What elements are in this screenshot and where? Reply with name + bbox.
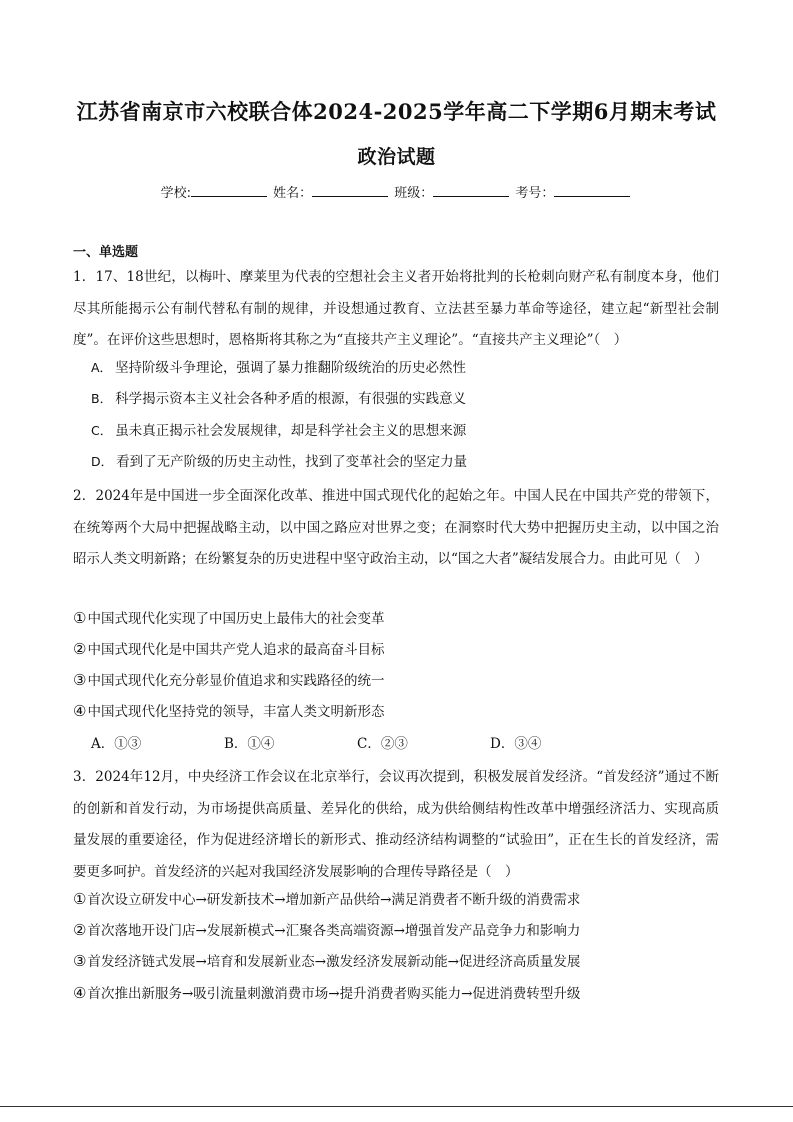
section-heading: 一、单选题	[73, 245, 139, 260]
student-info-line	[0, 182, 793, 201]
option-text: 坚持阶级斗争理论，强调了暴力推翻阶级统治的历史必然性	[115, 360, 467, 376]
page-subtitle: 政治试题	[357, 146, 436, 168]
q2-choice-d[interactable]: D．③④	[490, 736, 542, 752]
statement-mark: ①	[73, 890, 87, 908]
school-label: 学校:	[160, 186, 191, 201]
class-field[interactable]	[433, 184, 509, 197]
q3-statement-1	[73, 889, 580, 910]
option-text: 虽未真正揭示社会发展规律，却是科学社会主义的思想来源	[115, 423, 467, 439]
statement-text: 首次落地开设门店→发展新模式→汇聚各类高端资源→增强首发产品竞争力和影响力	[87, 923, 581, 939]
statement-mark: ④	[73, 702, 87, 720]
question-1-stem: 1．17、18世纪，以梅叶、摩莱里为代表的空想社会主义者开始将批判的长枪刺向财产私有制度本身，他们尽其所能揭示公有制代替私有制的规律，并设想通过教育、立法甚至暴力革命等途径，建立起“新型社会制度”。在评价这些思想时，恩格斯将其称之为“直接共产主义理论”。“直接共产主义理论”（ ）	[73, 269, 719, 348]
statement-mark: ③	[73, 952, 87, 970]
option-letter: A．	[91, 360, 113, 375]
statement-text: 中国式现代化实现了中国历史上最伟大的社会变革	[87, 611, 385, 627]
q2-choice-a[interactable]: A．①③	[91, 736, 142, 752]
q1-option-b[interactable]	[91, 389, 466, 409]
statement-text: 首发经济链式发展→培育和发展新业态→激发经济发展新动能→促进经济高质量发展	[87, 954, 581, 970]
q3-statement-2	[73, 920, 580, 941]
option-text: 看到了无产阶级的历史主动性，找到了变革社会的坚定力量	[116, 454, 468, 470]
q1-option-a[interactable]	[91, 358, 466, 378]
option-text: 科学揭示资本主义社会各种矛盾的根源，有很强的实践意义	[115, 391, 467, 407]
question-2-stem: 2．2024年是中国进一步全面深化改革、推进中国式现代化的起始之年。中国人民在中国共产党的带领下，在统筹两个大局中把握战略主动，以中国之路应对世界之变；在洞察时代大势中把握历史主动，以中国之治昭示人类文明新路；在纷繁复杂的历史进程中坚守政治主动，以“国之大者”凝结发展合力。由此可见（ ）	[73, 488, 719, 567]
statement-text: 中国式现代化是中国共产党人追求的最高奋斗目标	[87, 642, 385, 658]
page-footer-divider	[0, 1106, 793, 1107]
page-title: 江苏省南京市六校联合体2024-2025学年高二下学期6月期末考试	[76, 99, 717, 124]
statement-mark: ④	[73, 984, 87, 1002]
q2-choice-b[interactable]: B．①④	[224, 736, 275, 752]
option-letter: C．	[91, 423, 113, 438]
exam-number-field[interactable]	[554, 184, 630, 197]
q1-option-c[interactable]	[91, 421, 466, 441]
q2-statement-3	[73, 670, 384, 691]
statement-mark: ①	[73, 609, 87, 627]
statement-mark: ②	[73, 921, 87, 939]
q2-statement-1	[73, 608, 384, 629]
option-letter: B．	[91, 391, 113, 406]
q2-choice-c[interactable]: C．②③	[357, 736, 408, 752]
statement-text: 中国式现代化充分彰显价值追求和实践路径的统一	[87, 673, 385, 689]
statement-text: 中国式现代化坚持党的领导，丰富人类文明新形态	[87, 704, 385, 720]
question-3-stem: 3．2024年12月，中央经济工作会议在北京举行，会议再次提到，积极发展首发经济。“首发经济”通过不断的创新和首发行动，为市场提供高质量、差异化的供给，成为供给侧结构性改革中增强经济活力、实现高质量发展的重要途径，作为促进经济增长的新形式、推动经济结构调整的“试验田”，正在生长的首发经济，需要更多呵护。首发经济的兴起对我国经济发展影响的合理传导路径是（ ）	[73, 769, 719, 880]
q2-statement-4	[73, 701, 384, 722]
class-label: 班级：	[394, 186, 434, 201]
q2-statement-2	[73, 639, 384, 660]
name-field[interactable]	[312, 184, 388, 197]
q3-statement-4	[73, 983, 580, 1004]
q2-choices	[91, 734, 623, 754]
statement-text: 首次设立研发中心→研发新技术→增加新产品供给→满足消费者不断升级的消费需求	[87, 892, 581, 908]
q3-statement-3	[73, 951, 580, 972]
q1-option-d[interactable]	[91, 452, 467, 472]
school-field[interactable]	[191, 184, 267, 197]
statement-mark: ③	[73, 671, 87, 689]
statement-text: 首次推出新服务→吸引流量刺激消费市场→提升消费者购买能力→促进消费转型升级	[87, 986, 581, 1002]
option-letter: D．	[91, 454, 114, 469]
statement-mark: ②	[73, 640, 87, 658]
exam-number-label: 考号：	[515, 186, 555, 201]
name-label: 姓名：	[273, 186, 313, 201]
